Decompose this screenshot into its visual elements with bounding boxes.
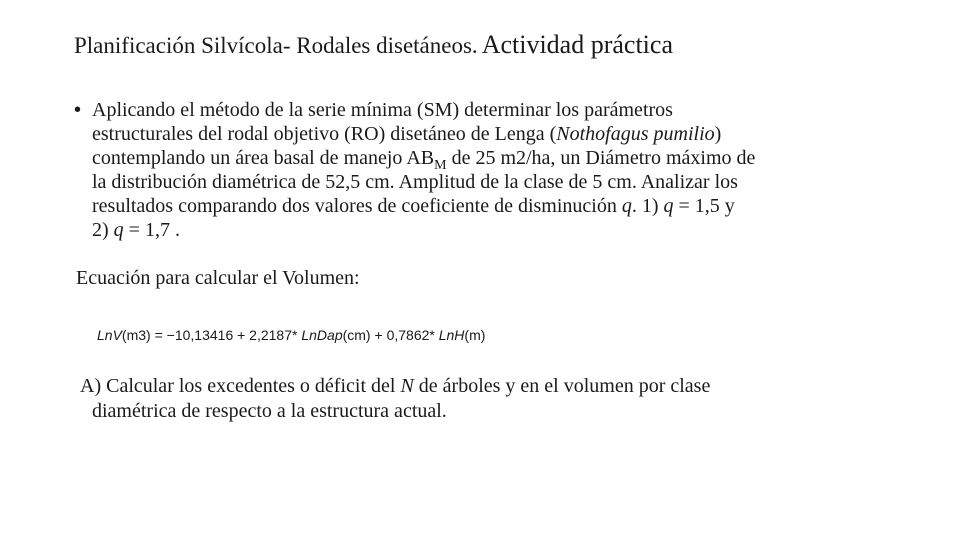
part-a-text-1b: de árboles y en el volumen por clase: [413, 375, 711, 397]
bullet-text-5b: . 1): [631, 195, 664, 217]
bullet-line-1: [74, 98, 904, 122]
bullet-text-3a: contemplando un área basal de manejo AB: [92, 147, 435, 169]
part-a-text-2: diamétrica de respecto a la estructura actual.: [92, 400, 447, 422]
bullet-icon: •: [74, 99, 82, 121]
bullet-line-2: [74, 122, 904, 146]
bullet-line-6: [74, 218, 904, 242]
bullet-line-3: [74, 146, 904, 173]
species-name: Nothofagus pumilio: [556, 123, 715, 145]
eq-coef-2: + 0,7862*: [370, 327, 439, 343]
title-part-1: Planificación Silvícola- Rodales disetáneos.: [74, 33, 478, 58]
title-part-2: Actividad práctica: [481, 30, 673, 59]
var-q: q: [113, 219, 124, 241]
part-a-paragraph: [80, 374, 880, 424]
bullet-text-3b: de 25 m2/ha, un Diámetro máximo de: [446, 147, 756, 169]
eq-term-h-unit: (m): [464, 327, 486, 343]
eq-lhs: LnV: [97, 327, 122, 343]
eq-term-dap: LnDap: [301, 327, 343, 343]
bullet-text-6b: = 1,7 .: [123, 219, 180, 241]
bullet-text-1: Aplicando el método de la serie mínima (SM) determinar los parámetros: [92, 99, 673, 121]
bullet-line-4: [74, 170, 904, 194]
part-a-text-1a: A) Calcular los excedentes o déficit del: [80, 375, 401, 397]
eq-constant: = −10,13416 + 2,2187*: [150, 327, 302, 343]
bullet-paragraph: [74, 98, 904, 242]
eq-term-dap-unit: (cm): [342, 327, 371, 343]
subscript-m: M: [434, 158, 447, 173]
var-q: q: [621, 195, 632, 217]
var-n: N: [400, 375, 414, 397]
bullet-text-2a: estructurales del rodal objetivo (RO) disetáneo de Lenga (: [92, 123, 557, 145]
bullet-text-5a: resultados comparando dos valores de coeficiente de disminución: [92, 195, 622, 217]
var-q: q: [663, 195, 674, 217]
part-a-line-1: [80, 374, 880, 399]
bullet-text-4: la distribución diamétrica de 52,5 cm. Amplitud de la clase de 5 cm. Analizar los: [92, 171, 738, 193]
bullet-text-6a: 2): [92, 219, 114, 241]
slide-title: [74, 30, 673, 60]
bullet-text-5c: = 1,5 y: [673, 195, 735, 217]
eq-term-h: LnH: [438, 327, 465, 343]
eq-lhs-unit: (m3): [121, 327, 151, 343]
equation-label: Ecuación para calcular el Volumen:: [76, 267, 360, 289]
part-a-line-2: [80, 399, 880, 424]
bullet-line-5: [74, 194, 904, 218]
bullet-text-2b: ): [714, 123, 722, 145]
volume-equation: [97, 325, 485, 345]
